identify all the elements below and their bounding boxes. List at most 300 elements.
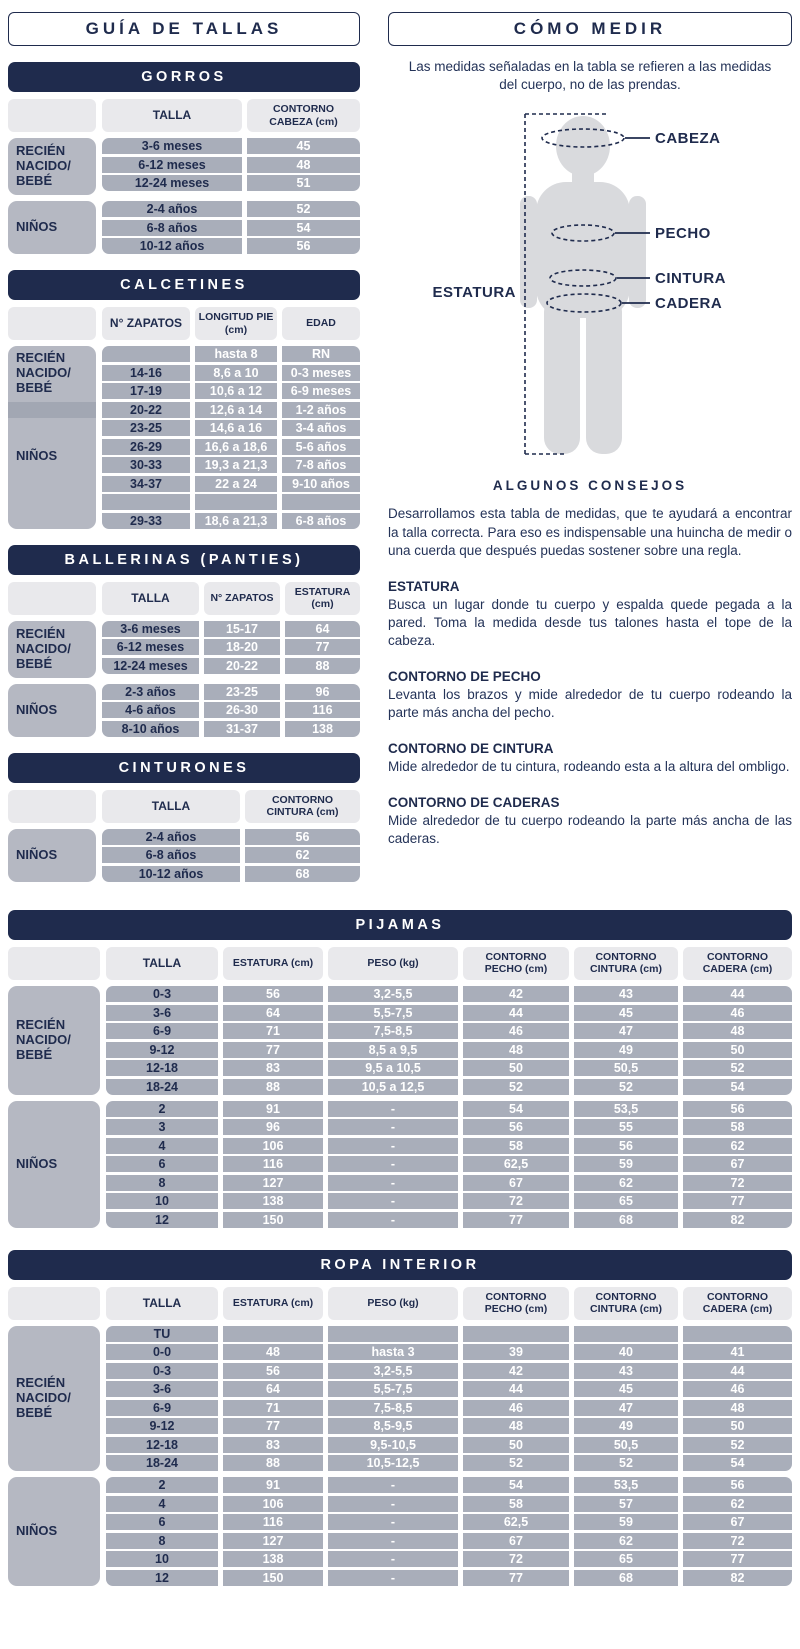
table-calcetines [8, 270, 360, 529]
table-cell: 12-24 meses [102, 658, 199, 674]
size-guide-page [8, 12, 792, 1586]
group-label-ninos: NIÑOS [8, 201, 96, 254]
table-cell: 65 [574, 1551, 678, 1567]
table-cell: 6 [106, 1156, 218, 1172]
table-cell: 10,5-12,5 [328, 1455, 458, 1471]
table-cell: 96 [223, 1119, 323, 1135]
table-cell: 56 [245, 829, 360, 845]
cabeza-label: CABEZA [655, 130, 721, 148]
table-cell: 0-0 [106, 1344, 218, 1360]
table-cell: 56 [223, 1363, 323, 1379]
table-cell: 64 [223, 1005, 323, 1021]
group-label-ninos: NIÑOS [8, 1477, 100, 1586]
table-cell: 7,5-8,5 [328, 1400, 458, 1416]
table-cell: 9,5-10,5 [328, 1437, 458, 1453]
section-header-ballerinas: BALLERINAS (PANTIES) [8, 545, 360, 575]
table-cell: 54 [463, 1477, 569, 1493]
table-cell: 0-3 [106, 986, 218, 1002]
table-rows [102, 829, 360, 882]
table-cell: 9-12 [106, 1042, 218, 1058]
column-headers [102, 99, 360, 132]
table-cell: 48 [247, 157, 360, 173]
section-header-ropa-interior: ROPA INTERIOR [8, 1250, 792, 1280]
table-rows [106, 986, 792, 1095]
table-cell: 59 [574, 1514, 678, 1530]
table-cell: 6-9 [106, 1400, 218, 1416]
cadera-label: CADERA [655, 295, 723, 313]
table-cell: 72 [463, 1551, 569, 1567]
table-cell: RN [282, 346, 360, 362]
header-spacer [8, 582, 96, 615]
table-cell: 77 [463, 1570, 569, 1586]
table-cell: - [328, 1496, 458, 1512]
table-cell: 8,6 a 10 [195, 365, 277, 381]
table-cell: 52 [247, 201, 360, 217]
header-row [8, 99, 360, 132]
table-cell: 5,5-7,5 [328, 1005, 458, 1021]
table-cell: 67 [463, 1175, 569, 1191]
column-headers [102, 582, 360, 615]
header-spacer [8, 99, 96, 132]
table-cell: 18-20 [204, 639, 280, 655]
table-cell: - [328, 1551, 458, 1567]
group-label-combined [8, 346, 96, 529]
table-cell: 18,6 a 21,3 [195, 513, 277, 529]
table-cell: 41 [683, 1344, 792, 1360]
table-cell: - [328, 1477, 458, 1493]
group-label-ninos: NIÑOS [8, 684, 96, 737]
table-group [8, 1101, 792, 1228]
measure-section-estatura [388, 579, 792, 650]
table-cell: 48 [463, 1418, 569, 1434]
table-cell: 44 [463, 1381, 569, 1397]
table-cell: 54 [683, 1079, 792, 1095]
como-medir-title: CÓMO MEDIR [388, 12, 792, 46]
table-cell: - [328, 1101, 458, 1117]
table-cell: 40 [574, 1344, 678, 1360]
table-cell: 19,3 a 21,3 [195, 457, 277, 473]
table-cell: 45 [247, 138, 360, 154]
pecho-label: PECHO [655, 225, 711, 243]
column-header-contorno-cabeza: CONTORNO CABEZA (cm) [247, 99, 360, 132]
table-cell: 3,2-5,5 [328, 1363, 458, 1379]
table-cell: 8,5-9,5 [328, 1418, 458, 1434]
group-label-bebe: RECIÉN NACIDO/ BEBÉ [8, 1326, 100, 1472]
table-cell [223, 1326, 323, 1342]
table-cell: 116 [285, 702, 360, 718]
measure-section-pecho [388, 669, 792, 722]
table-cell: 50 [463, 1437, 569, 1453]
table-cell: 82 [683, 1212, 792, 1228]
table-cell: 12 [106, 1570, 218, 1586]
table-cell: 50,5 [574, 1060, 678, 1076]
table-cell: 6-12 meses [102, 157, 242, 173]
table-cell: 53,5 [574, 1477, 678, 1493]
cintura-label: CINTURA [655, 270, 726, 288]
measure-section-caderas [388, 795, 792, 848]
table-cell: 62 [683, 1496, 792, 1512]
table-cell: 138 [223, 1193, 323, 1209]
column-header-talla: TALLA [106, 1287, 218, 1320]
column-header-contorno-cadera: CONTORNO CADERA (cm) [683, 947, 792, 980]
column-header-estatura: ESTATURA (cm) [285, 582, 360, 615]
table-cell: 30-33 [102, 457, 190, 473]
table-cell: 77 [285, 639, 360, 655]
table-cell: 6-9 meses [282, 383, 360, 399]
table-cell: 83 [223, 1437, 323, 1453]
table-cell: 2-4 años [102, 829, 240, 845]
table-cell: 50,5 [574, 1437, 678, 1453]
table-cell: 88 [223, 1455, 323, 1471]
table-group [8, 201, 360, 254]
table-cell: 48 [223, 1344, 323, 1360]
table-cell: 52 [683, 1060, 792, 1076]
table-cell: 52 [574, 1079, 678, 1095]
table-cell: 106 [223, 1138, 323, 1154]
table-cell: 43 [574, 986, 678, 1002]
table-cell: 22 a 24 [195, 476, 277, 492]
table-cell: - [328, 1570, 458, 1586]
table-cell: 4-6 años [102, 702, 199, 718]
table-group [8, 346, 360, 529]
table-cell: 6-8 años [102, 220, 242, 236]
table-cell: 48 [683, 1023, 792, 1039]
measure-section-text: Mide alrededor de tu cuerpo rodeando la parte más ancha de las caderas. [388, 813, 792, 847]
table-cell: 10,6 a 12 [195, 383, 277, 399]
table-group [8, 1477, 792, 1586]
body-measure-diagram [388, 100, 792, 468]
table-cell: 23-25 [204, 684, 280, 700]
table-cell: 116 [223, 1156, 323, 1172]
table-rows [102, 346, 360, 529]
table-cell: 47 [574, 1400, 678, 1416]
table-cell: 5-6 años [282, 439, 360, 455]
table-cell: 8 [106, 1175, 218, 1191]
table-cell [574, 1326, 678, 1342]
group-label-bebe: RECIÉN NACIDO/ BEBÉ [16, 350, 71, 396]
table-cell: 46 [463, 1023, 569, 1039]
table-ballerinas [8, 545, 360, 737]
table-cell: 72 [683, 1533, 792, 1549]
table-group [8, 684, 360, 737]
table-gorros [8, 62, 360, 254]
table-cell: TU [106, 1326, 218, 1342]
measure-section-heading: CONTORNO DE CINTURA [388, 741, 554, 757]
table-cell: 3-6 [106, 1381, 218, 1397]
section-header-cinturones: CINTURONES [8, 753, 360, 783]
table-cell: 91 [223, 1101, 323, 1117]
table-cell [328, 1326, 458, 1342]
table-cell: 77 [223, 1418, 323, 1434]
table-cell: - [328, 1175, 458, 1191]
section-header-pijamas: PIJAMAS [8, 910, 792, 940]
table-cell: 88 [285, 658, 360, 674]
table-cell [102, 494, 190, 510]
table-cell: 10 [106, 1551, 218, 1567]
table-cell: 138 [285, 721, 360, 737]
table-cell: 46 [683, 1005, 792, 1021]
column-header-longitud-pie: LONGITUD PIE (cm) [195, 307, 277, 340]
table-cell: 16,6 a 18,6 [195, 439, 277, 455]
group-divider-stripe [8, 402, 96, 418]
consejos-title: ALGUNOS CONSEJOS [492, 478, 688, 494]
table-cell: 56 [247, 238, 360, 254]
table-cell: 127 [223, 1175, 323, 1191]
table-cell [683, 1326, 792, 1342]
table-cell: 71 [223, 1023, 323, 1039]
table-cell: 20-22 [204, 658, 280, 674]
table-cell: 14,6 a 16 [195, 420, 277, 436]
table-cell: 17-19 [102, 383, 190, 399]
table-group [8, 1326, 792, 1472]
table-cell: 3-6 meses [102, 138, 242, 154]
table-cell: 68 [574, 1570, 678, 1586]
table-cell: 68 [574, 1212, 678, 1228]
table-cell: 64 [285, 621, 360, 637]
header-row [8, 582, 360, 615]
measure-section-heading: CONTORNO DE CADERAS [388, 795, 560, 811]
table-cell: 77 [463, 1212, 569, 1228]
table-cell: 20-22 [102, 402, 190, 418]
table-cell: 3,2-5,5 [328, 986, 458, 1002]
child-silhouette-shape [520, 116, 646, 454]
table-cell: 3-6 meses [102, 621, 199, 637]
table-cinturones [8, 753, 360, 882]
measure-section-heading: ESTATURA [388, 578, 460, 594]
table-cell: 59 [574, 1156, 678, 1172]
column-header-peso: PESO (kg) [328, 947, 458, 980]
column-header-talla: TALLA [102, 790, 240, 823]
table-rows [102, 201, 360, 254]
table-cell: 31-37 [204, 721, 280, 737]
column-header-contorno-pecho: CONTORNO PECHO (cm) [463, 1287, 569, 1320]
table-cell: 26-29 [102, 439, 190, 455]
table-cell: 72 [463, 1193, 569, 1209]
group-label-ninos: NIÑOS [16, 448, 58, 464]
table-group [8, 621, 360, 678]
table-cell: 62,5 [463, 1514, 569, 1530]
column-headers [106, 1287, 792, 1320]
table-cell: 82 [683, 1570, 792, 1586]
column-headers [102, 790, 360, 823]
como-medir-intro: Las medidas señaladas en la tabla se refieren a las medidas del cuerpo, no de las prendas. [408, 59, 772, 93]
table-cell: 56 [574, 1138, 678, 1154]
group-label-bebe: RECIÉN NACIDO/ BEBÉ [8, 986, 100, 1095]
table-cell: 57 [574, 1496, 678, 1512]
table-cell: 62 [683, 1138, 792, 1154]
column-header-talla: TALLA [106, 947, 218, 980]
table-cell: 150 [223, 1570, 323, 1586]
table-cell: 44 [683, 986, 792, 1002]
table-rows [106, 1101, 792, 1228]
table-cell: 127 [223, 1533, 323, 1549]
table-cell: 48 [683, 1400, 792, 1416]
table-rows [106, 1477, 792, 1586]
table-cell [463, 1326, 569, 1342]
table-rows [102, 138, 360, 191]
table-cell: 0-3 meses [282, 365, 360, 381]
table-cell: 12,6 a 14 [195, 402, 277, 418]
table-cell: 52 [574, 1455, 678, 1471]
table-cell: 62 [574, 1533, 678, 1549]
header-row [8, 307, 360, 340]
table-cell: 39 [463, 1344, 569, 1360]
table-cell: 6-9 [106, 1023, 218, 1039]
table-cell: 10,5 a 12,5 [328, 1079, 458, 1095]
measure-section-text: Mide alrededor de tu cintura, rodeando esta a la altura del ombligo. [388, 759, 790, 775]
table-cell: 6-8 años [102, 847, 240, 863]
table-cell: 12 [106, 1212, 218, 1228]
group-label-ninos: NIÑOS [8, 829, 96, 882]
table-cell: 8-10 años [102, 721, 199, 737]
table-cell: 58 [463, 1496, 569, 1512]
right-column [388, 12, 792, 848]
group-label-ninos: NIÑOS [8, 1101, 100, 1228]
table-cell: 8 [106, 1533, 218, 1549]
table-cell: 71 [223, 1400, 323, 1416]
table-cell: 88 [223, 1079, 323, 1095]
table-cell: 50 [683, 1042, 792, 1058]
table-cell: 43 [574, 1363, 678, 1379]
table-cell: 52 [463, 1079, 569, 1095]
table-cell: 49 [574, 1418, 678, 1434]
table-cell: 150 [223, 1212, 323, 1228]
table-cell: 10 [106, 1193, 218, 1209]
table-cell: 9-10 años [282, 476, 360, 492]
table-cell: hasta 8 [195, 346, 277, 362]
section-header-gorros: GORROS [8, 62, 360, 92]
table-cell: 56 [683, 1101, 792, 1117]
table-cell: 77 [683, 1551, 792, 1567]
table-cell: 67 [463, 1533, 569, 1549]
page-title: GUÍA DE TALLAS [8, 12, 360, 46]
table-cell: 44 [683, 1363, 792, 1379]
column-header-contorno-cadera: CONTORNO CADERA (cm) [683, 1287, 792, 1320]
table-cell: 46 [463, 1400, 569, 1416]
column-header-contorno-cintura: CONTORNO CINTURA (cm) [245, 790, 360, 823]
table-cell: 138 [223, 1551, 323, 1567]
table-cell: hasta 3 [328, 1344, 458, 1360]
table-cell: 48 [463, 1042, 569, 1058]
table-cell: 53,5 [574, 1101, 678, 1117]
table-cell: 68 [245, 866, 360, 882]
table-cell: 6-12 meses [102, 639, 199, 655]
table-cell: 4 [106, 1496, 218, 1512]
group-label-bebe: RECIÉN NACIDO/ BEBÉ [8, 621, 96, 678]
measure-section-text: Busca un lugar donde tu cuerpo y espalda quede pegada a la pared. Toma la medida desde tus talones hasta el tope de la cabeza. [388, 596, 792, 648]
table-cell: 67 [683, 1156, 792, 1172]
table-cell: 4 [106, 1138, 218, 1154]
column-header-contorno-cintura: CONTORNO CINTURA (cm) [574, 947, 678, 980]
table-ropa-interior [8, 1250, 792, 1586]
table-cell: 51 [247, 175, 360, 191]
table-cell: 1-2 años [282, 402, 360, 418]
table-cell: 8,5 a 9,5 [328, 1042, 458, 1058]
table-cell: 18-24 [106, 1079, 218, 1095]
table-cell: 12-18 [106, 1437, 218, 1453]
column-header-zapatos: N° ZAPATOS [102, 307, 190, 340]
table-rows [102, 684, 360, 737]
table-cell: - [328, 1212, 458, 1228]
table-cell: 72 [683, 1175, 792, 1191]
measure-section-cintura [388, 741, 792, 776]
estatura-label: ESTATURA [432, 284, 516, 302]
table-cell: 18-24 [106, 1455, 218, 1471]
table-cell: 2-4 años [102, 201, 242, 217]
table-cell: 52 [683, 1437, 792, 1453]
table-cell: 45 [574, 1381, 678, 1397]
group-label-bebe: RECIÉN NACIDO/ BEBÉ [8, 138, 96, 195]
table-cell: 29-33 [102, 513, 190, 529]
measure-section-heading: CONTORNO DE PECHO [388, 668, 541, 684]
table-rows [102, 621, 360, 674]
table-cell: 0-3 [106, 1363, 218, 1379]
table-cell: 26-30 [204, 702, 280, 718]
table-cell: 9-12 [106, 1418, 218, 1434]
table-cell: 42 [463, 986, 569, 1002]
table-cell: 47 [574, 1023, 678, 1039]
table-cell: - [328, 1119, 458, 1135]
column-header-zapatos: N° ZAPATOS [204, 582, 280, 615]
table-cell: 62,5 [463, 1156, 569, 1172]
header-spacer [8, 947, 100, 980]
header-row [8, 947, 792, 980]
column-headers [102, 307, 360, 340]
table-cell: 58 [463, 1138, 569, 1154]
column-header-estatura: ESTATURA (cm) [223, 1287, 323, 1320]
table-cell: 77 [683, 1193, 792, 1209]
table-cell [195, 494, 277, 510]
table-cell: 34-37 [102, 476, 190, 492]
table-cell: 62 [574, 1175, 678, 1191]
table-cell: 6-8 años [282, 513, 360, 529]
table-cell: 12-18 [106, 1060, 218, 1076]
table-cell: 3 [106, 1119, 218, 1135]
table-cell: 15-17 [204, 621, 280, 637]
column-headers [106, 947, 792, 980]
table-cell: - [328, 1533, 458, 1549]
table-cell: 54 [463, 1101, 569, 1117]
table-cell: 7-8 años [282, 457, 360, 473]
table-cell: 58 [683, 1119, 792, 1135]
table-cell: 2 [106, 1477, 218, 1493]
top-section [8, 12, 792, 888]
table-group [8, 986, 792, 1095]
table-cell: 83 [223, 1060, 323, 1076]
table-cell [102, 346, 190, 362]
table-cell: 5,5-7,5 [328, 1381, 458, 1397]
table-cell: 116 [223, 1514, 323, 1530]
table-cell: - [328, 1193, 458, 1209]
table-cell: 42 [463, 1363, 569, 1379]
table-rows [106, 1326, 792, 1472]
table-cell: 2-3 años [102, 684, 199, 700]
table-cell: 10-12 años [102, 866, 240, 882]
table-cell: 67 [683, 1514, 792, 1530]
table-pijamas [8, 910, 792, 1228]
table-cell: 56 [683, 1477, 792, 1493]
table-cell: - [328, 1514, 458, 1530]
table-cell: 23-25 [102, 420, 190, 436]
table-cell: 10-12 años [102, 238, 242, 254]
table-group [8, 138, 360, 195]
table-cell: 9,5 a 10,5 [328, 1060, 458, 1076]
measure-section-text: Levanta los brazos y mide alrededor de tu cuerpo rodeando la parte más ancha del pecho. [388, 686, 792, 720]
column-header-peso: PESO (kg) [328, 1287, 458, 1320]
table-cell: - [328, 1156, 458, 1172]
table-cell: 50 [683, 1418, 792, 1434]
table-cell: 54 [683, 1455, 792, 1471]
